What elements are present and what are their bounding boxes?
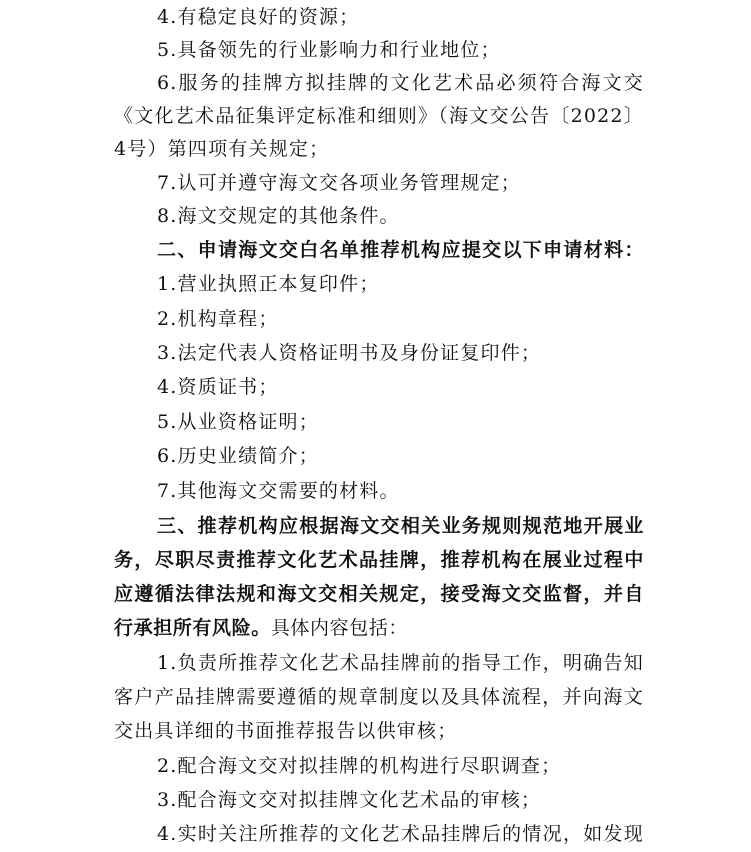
item-4-resource: 4.有稳定良好的资源； [157, 6, 360, 28]
duty-4-line-1: 4.实时关注所推荐的文化艺术品挂牌后的情况，如发现 [157, 823, 644, 845]
section-3-line-4-bold: 行承担所有风险。 [114, 617, 271, 639]
item-5-influence: 5.具备领先的行业影响力和行业地位； [157, 39, 501, 61]
section-3-line-3: 应遵循法律法规和海文交相关规定，接受海文交监督，并自 [114, 583, 644, 605]
material-item: 5.从业资格证明； [157, 411, 319, 433]
duty-1-line-3: 交出具详细的书面推荐报告以供审核； [114, 720, 458, 742]
item-7-rules: 7.认可并遵守海文交各项业务管理规定； [157, 172, 521, 194]
item-8-other: 8.海文交规定的其他条件。 [157, 205, 400, 227]
material-item: 3.法定代表人资格证明书及身份证复印件； [157, 342, 542, 364]
material-item: 2.机构章程； [157, 308, 279, 330]
item-6-line-1: 6.服务的挂牌方拟挂牌的文化艺术品必须符合海文交 [157, 72, 644, 94]
duty-1-line-1: 1.负责所推荐文化艺术品挂牌前的指导工作，明确告知 [157, 652, 644, 674]
duty-3: 3.配合海文交对拟挂牌文化艺术品的审核； [157, 789, 542, 811]
section-3-line-4-normal: 具体内容包括： [270, 617, 409, 639]
section-3-line-2: 务，尽职尽责推荐文化艺术品挂牌，推荐机构在展业过程中 [114, 549, 644, 571]
material-item: 7.其他海文交需要的材料。 [157, 480, 400, 502]
item-6-line-2: 《文化艺术品征集评定标准和细则》（海文交公告〔2022〕 [114, 105, 644, 127]
section-3-line-1: 三、推荐机构应根据海文交相关业务规则规范地开展业 [157, 515, 644, 537]
material-item: 6.历史业绩简介； [157, 445, 319, 467]
duty-2: 2.配合海文交对拟挂牌的机构进行尽职调查； [157, 755, 562, 777]
duty-1-line-2: 客户产品挂牌需要遵循的规章制度以及具体流程，并向海文 [114, 686, 644, 708]
section-2-heading: 二、申请海文交白名单推荐机构应提交以下申请材料： [157, 239, 644, 261]
material-item: 4.资质证书； [157, 376, 279, 398]
item-6-line-3: 4号）第四项有关规定； [114, 138, 330, 160]
material-item: 1.营业执照正本复印件； [157, 273, 380, 295]
section-3-line-4 [114, 611, 644, 645]
